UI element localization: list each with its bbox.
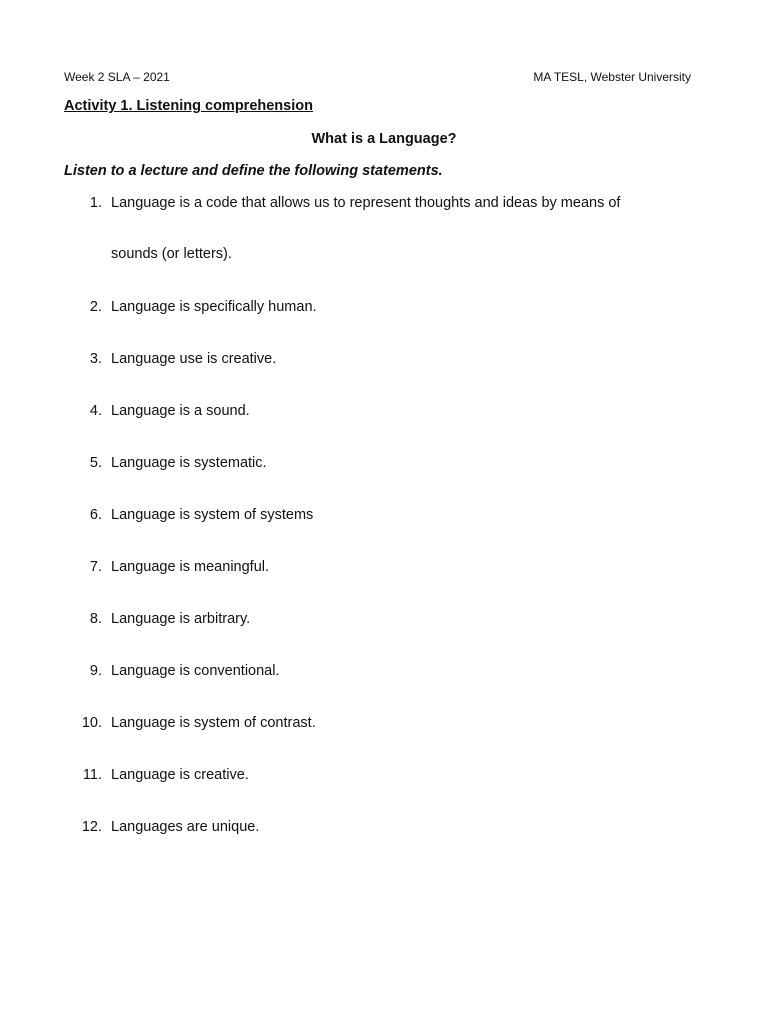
- list-item-number: 4.: [89, 403, 102, 419]
- list-item-number: 7.: [89, 559, 102, 575]
- list-item-text: Language is a code that allows us to represent thoughts and ideas by means of: [111, 195, 621, 211]
- header-course-week: Week 2 SLA – 2021: [64, 70, 170, 84]
- list-item-number: 10.: [81, 715, 102, 731]
- list-item-text: Language is a sound.: [111, 403, 250, 419]
- list-item-text: Language is conventional.: [111, 663, 280, 679]
- activity-title: Activity 1. Listening comprehension: [64, 98, 313, 114]
- list-item-number: 12.: [81, 819, 102, 835]
- list-item-number: 8.: [89, 611, 102, 627]
- list-item-number: 3.: [89, 351, 102, 367]
- list-item-text: Language use is creative.: [111, 351, 277, 367]
- list-item-text-continued: sounds (or letters).: [111, 246, 232, 262]
- list-item-number: 1.: [89, 195, 102, 211]
- list-item-text: Language is meaningful.: [111, 559, 270, 575]
- list-item-text: Language is specifically human.: [111, 299, 317, 315]
- instruction-text: Listen to a lecture and define the following statements.: [64, 163, 443, 179]
- list-item-text: Language is creative.: [111, 767, 249, 783]
- list-item-text: Languages are unique.: [111, 819, 260, 835]
- list-item-text: Language is arbitrary.: [111, 611, 251, 627]
- list-item-number: 2.: [89, 299, 102, 315]
- list-item-text: Language is system of systems: [111, 507, 314, 523]
- header-program: MA TESL, Webster University: [533, 70, 691, 84]
- list-item-number: 5.: [89, 455, 102, 471]
- list-item-text: Language is system of contrast.: [111, 715, 316, 731]
- list-item-number: 6.: [89, 507, 102, 523]
- list-item-number: 11.: [82, 767, 102, 783]
- list-item-number: 9.: [89, 663, 102, 679]
- list-item-text: Language is systematic.: [111, 455, 267, 471]
- page-title: What is a Language?: [311, 131, 457, 147]
